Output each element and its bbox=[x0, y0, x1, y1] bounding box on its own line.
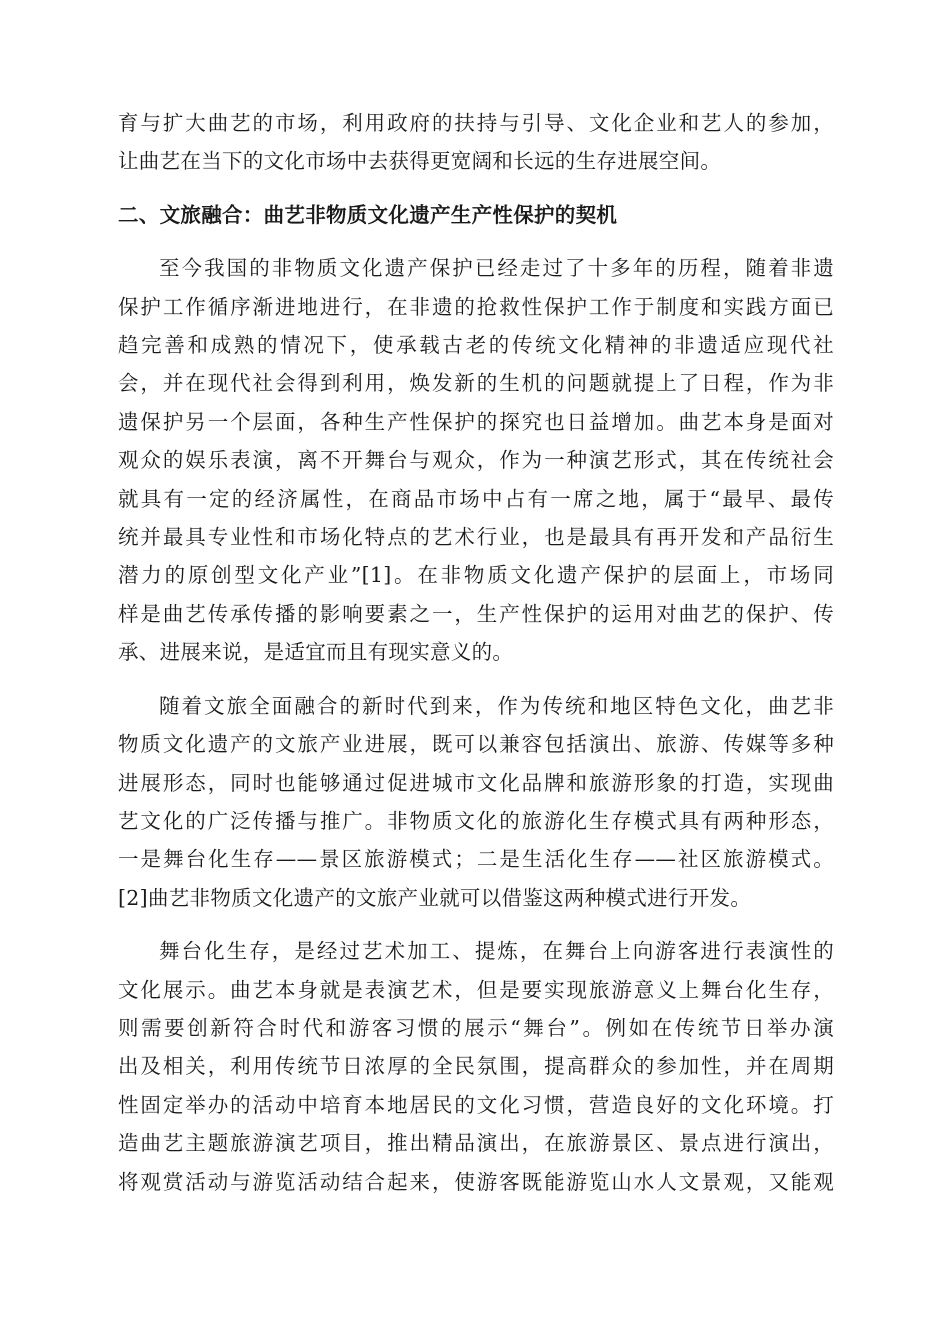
text-line: 育与扩大曲艺的市场，利用政府的扶持与引导、文化企业和艺人的参加， bbox=[118, 111, 834, 135]
section-heading: 二、文旅融合：曲艺非物质文化遗产生产性保护的契机 bbox=[118, 202, 618, 227]
text-line: 让曲艺在当下的文化市场中去获得更宽阔和长远的生存进展空间。 bbox=[118, 149, 722, 174]
text-line: 舞台化生存，是经过艺术加工、提炼，在舞台上向游客进行表演性的 bbox=[159, 939, 834, 964]
intro-paragraph bbox=[118, 104, 834, 181]
text-line: 一是舞台化生存——景区旅游模式；二是生活化生存——社区旅游模式。 bbox=[118, 847, 834, 872]
paragraph-production-protection bbox=[118, 249, 834, 671]
paragraph-stage-survival bbox=[118, 932, 834, 1201]
text-line: 承、进展来说，是适宜而且有现实意义的。 bbox=[118, 640, 514, 665]
text-line: 统并最具专业性和市场化特点的艺术行业，也是最具有再开发和产品衍生 bbox=[118, 525, 834, 550]
text-line: 就具有一定的经济属性，在商品市场中占有一席之地，属于“最早、最传 bbox=[118, 486, 834, 511]
paragraph-cultural-tourism bbox=[118, 687, 834, 917]
text-line: 物质文化遗产的文旅产业进展，既可以兼容包括演出、旅游、传媒等多种 bbox=[118, 732, 834, 757]
text-line: 保护工作循序渐进地进行，在非遗的抢救性保护工作于制度和实践方面已 bbox=[118, 294, 834, 319]
text-line: 文化展示。曲艺本身就是表演艺术，但是要实现旅游意义上舞台化生存， bbox=[118, 977, 834, 1002]
text-line: 进展形态，同时也能够通过促进城市文化品牌和旅游形象的打造，实现曲 bbox=[118, 770, 834, 795]
text-line: 艺文化的广泛传播与推广。非物质文化的旅游化生存模式具有两种形态， bbox=[118, 808, 834, 833]
text-line: [2]曲艺非物质文化遗产的文旅产业就可以借鉴这两种模式进行开发。 bbox=[118, 885, 752, 910]
text-line: 造曲艺主题旅游演艺项目，推出精品演出，在旅游景区、景点进行演出， bbox=[118, 1131, 834, 1156]
text-line: 出及相关，利用传统节日浓厚的全民氛围，提高群众的参加性，并在周期 bbox=[118, 1054, 834, 1079]
text-line: 会，并在现代社会得到利用，焕发新的生机的问题就提上了日程，作为非 bbox=[118, 371, 834, 396]
text-line: 则需要创新符合时代和游客习惯的展示“舞台”。例如在传统节日举办演 bbox=[118, 1015, 834, 1040]
text-line: 样是曲艺传承传播的影响要素之一，生产性保护的运用对曲艺的保护、传 bbox=[118, 601, 834, 626]
text-line: 观众的娱乐表演，离不开舞台与观众，作为一种演艺形式，其在传统社会 bbox=[118, 448, 834, 473]
text-line: 性固定举办的活动中培育本地居民的文化习惯，营造良好的文化环境。打 bbox=[118, 1092, 834, 1117]
text-line: 遗保护另一个层面，各种生产性保护的探究也日益增加。曲艺本身是面对 bbox=[118, 409, 834, 434]
text-line: 随着文旅全面融合的新时代到来，作为传统和地区特色文化，曲艺非 bbox=[159, 693, 834, 718]
document-body bbox=[118, 104, 834, 1216]
text-line: 至今我国的非物质文化遗产保护已经走过了十多年的历程，随着非遗 bbox=[159, 256, 834, 281]
text-line: 趋完善和成熟的情况下，使承载古老的传统文化精神的非遗适应现代社 bbox=[118, 333, 834, 358]
text-line: 将观赏活动与游览活动结合起来，使游客既能游览山水人文景观，又能观 bbox=[118, 1169, 834, 1194]
text-line: 潜力的原创型文化产业”[1]。在非物质文化遗产保护的层面上，市场同 bbox=[118, 563, 834, 588]
